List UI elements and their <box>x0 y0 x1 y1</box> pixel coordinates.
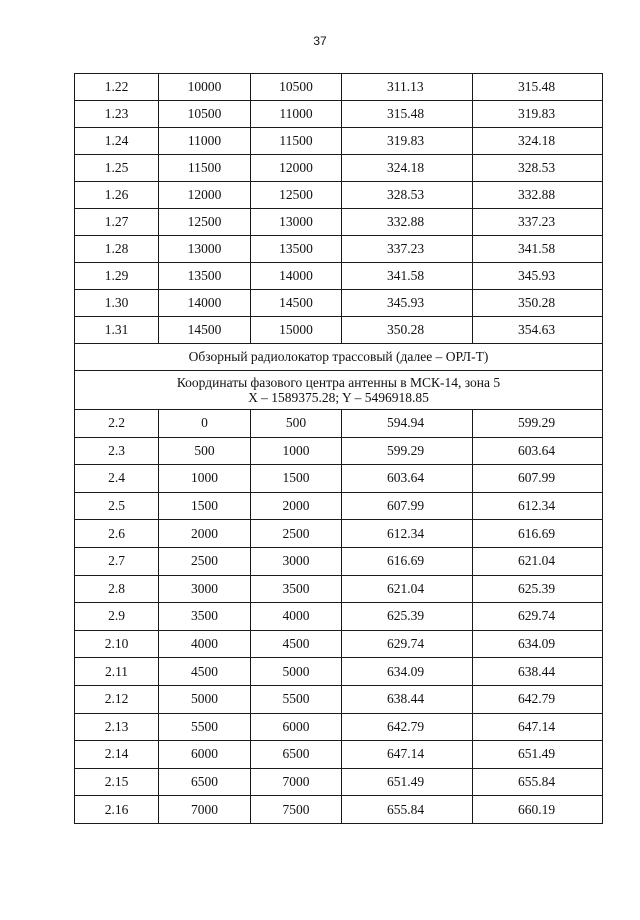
table-cell: 607.99 <box>342 492 473 520</box>
table-cell: 2.2 <box>75 410 159 438</box>
table-cell: 2500 <box>159 547 251 575</box>
table-cell: 638.44 <box>342 685 473 713</box>
table-cell: 2.15 <box>75 768 159 796</box>
table-cell: 642.79 <box>473 685 603 713</box>
table-cell: 2.6 <box>75 520 159 548</box>
table-cell: 647.14 <box>473 713 603 741</box>
table-cell: 2.3 <box>75 437 159 465</box>
table-row <box>75 290 603 317</box>
table-cell: 2000 <box>159 520 251 548</box>
table-cell: 311.13 <box>342 74 473 101</box>
table-cell: 14500 <box>159 317 251 344</box>
table-row <box>75 101 603 128</box>
table-cell: 1.24 <box>75 128 159 155</box>
table-cell: 594.94 <box>342 410 473 438</box>
table-cell: 647.14 <box>342 741 473 769</box>
table-cell: 616.69 <box>473 520 603 548</box>
table-cell: 2.13 <box>75 713 159 741</box>
table-row <box>75 209 603 236</box>
table-cell: 6500 <box>251 741 342 769</box>
table-cell: 1.27 <box>75 209 159 236</box>
table-row <box>75 658 603 686</box>
table-cell: 2.4 <box>75 465 159 493</box>
table-cell: 10000 <box>159 74 251 101</box>
table-row <box>75 741 603 769</box>
table-cell: 11000 <box>159 128 251 155</box>
table-row <box>75 74 603 101</box>
table-cell: 7500 <box>251 796 342 824</box>
table-cell: 638.44 <box>473 658 603 686</box>
table-cell: 634.09 <box>473 630 603 658</box>
coordinates-line-2: X – 1589375.28; Y – 5496918.85 <box>248 390 429 405</box>
table-cell: 607.99 <box>473 465 603 493</box>
table-cell: 1.30 <box>75 290 159 317</box>
antenna-coordinates <box>75 371 603 410</box>
table-cell: 2.11 <box>75 658 159 686</box>
table-section-2-header <box>75 344 603 410</box>
table-cell: 1.22 <box>75 74 159 101</box>
table-section-2 <box>75 410 603 824</box>
table-cell: 500 <box>159 437 251 465</box>
table-cell: 10500 <box>251 74 342 101</box>
table-cell: 4000 <box>159 630 251 658</box>
table-section-1 <box>75 74 603 344</box>
table-row <box>75 768 603 796</box>
table-cell: 621.04 <box>473 547 603 575</box>
table-cell: 7000 <box>159 796 251 824</box>
table-cell: 13500 <box>251 236 342 263</box>
table-cell: 629.74 <box>473 603 603 631</box>
table-cell: 621.04 <box>342 575 473 603</box>
table-cell: 14000 <box>159 290 251 317</box>
table-cell: 14500 <box>251 290 342 317</box>
table-cell: 12500 <box>159 209 251 236</box>
table-cell: 642.79 <box>342 713 473 741</box>
table-cell: 5000 <box>251 658 342 686</box>
table-cell: 12500 <box>251 182 342 209</box>
table-cell: 2.12 <box>75 685 159 713</box>
table-cell: 629.74 <box>342 630 473 658</box>
table-cell: 625.39 <box>473 575 603 603</box>
table-cell: 6500 <box>159 768 251 796</box>
table-cell: 332.88 <box>342 209 473 236</box>
table-cell: 350.28 <box>473 290 603 317</box>
table-cell: 324.18 <box>473 128 603 155</box>
table-cell: 315.48 <box>473 74 603 101</box>
table-cell: 5500 <box>251 685 342 713</box>
table-cell: 11000 <box>251 101 342 128</box>
table-cell: 15000 <box>251 317 342 344</box>
table-cell: 2.5 <box>75 492 159 520</box>
table-cell: 328.53 <box>473 155 603 182</box>
table-cell: 1.28 <box>75 236 159 263</box>
table-row <box>75 128 603 155</box>
table-cell: 655.84 <box>473 768 603 796</box>
table-cell: 12000 <box>159 182 251 209</box>
table-cell: 4500 <box>159 658 251 686</box>
table-cell: 2.8 <box>75 575 159 603</box>
table-cell: 1500 <box>159 492 251 520</box>
table-cell: 315.48 <box>342 101 473 128</box>
table-row <box>75 465 603 493</box>
table-cell: 0 <box>159 410 251 438</box>
table-cell: 328.53 <box>342 182 473 209</box>
table-cell: 1.31 <box>75 317 159 344</box>
table-cell: 612.34 <box>473 492 603 520</box>
table-row <box>75 603 603 631</box>
table-row <box>75 317 603 344</box>
table-cell: 337.23 <box>473 209 603 236</box>
table-cell: 1000 <box>159 465 251 493</box>
table-row <box>75 492 603 520</box>
table-cell: 1.29 <box>75 263 159 290</box>
table-cell: 6000 <box>251 713 342 741</box>
table-row <box>75 437 603 465</box>
table-row <box>75 685 603 713</box>
table-cell: 350.28 <box>342 317 473 344</box>
table-cell: 2.7 <box>75 547 159 575</box>
table-cell: 612.34 <box>342 520 473 548</box>
table-cell: 634.09 <box>342 658 473 686</box>
table-row <box>75 236 603 263</box>
table-cell: 14000 <box>251 263 342 290</box>
table-cell: 12000 <box>251 155 342 182</box>
table-cell: 5500 <box>159 713 251 741</box>
coordinates-line-1: Координаты фазового центра антенны в МСК-14, зона 5 <box>176 375 501 390</box>
table-row <box>75 547 603 575</box>
table-cell: 2.14 <box>75 741 159 769</box>
table-cell: 11500 <box>159 155 251 182</box>
table-cell: 4000 <box>251 603 342 631</box>
table-cell: 3500 <box>251 575 342 603</box>
table-cell: 3500 <box>159 603 251 631</box>
data-table <box>74 73 603 824</box>
table-cell: 625.39 <box>342 603 473 631</box>
table-cell: 616.69 <box>342 547 473 575</box>
table-cell: 500 <box>251 410 342 438</box>
table-row <box>75 713 603 741</box>
table-row <box>75 796 603 824</box>
section-title: Обзорный радиолокатор трассовый (далее – ОРЛ-Т) <box>75 344 603 371</box>
table-cell: 13000 <box>159 236 251 263</box>
table-cell: 13000 <box>251 209 342 236</box>
table-cell: 603.64 <box>342 465 473 493</box>
table-row <box>75 520 603 548</box>
table-cell: 655.84 <box>342 796 473 824</box>
page-number: 37 <box>313 34 327 48</box>
table-cell: 11500 <box>251 128 342 155</box>
table-row <box>75 182 603 209</box>
table-cell: 2.10 <box>75 630 159 658</box>
table-cell: 341.58 <box>473 236 603 263</box>
table-cell: 660.19 <box>473 796 603 824</box>
table-cell: 1500 <box>251 465 342 493</box>
table-cell: 4500 <box>251 630 342 658</box>
table-cell: 2.16 <box>75 796 159 824</box>
table-cell: 3000 <box>159 575 251 603</box>
table-cell: 2000 <box>251 492 342 520</box>
table-cell: 324.18 <box>342 155 473 182</box>
table-cell: 651.49 <box>342 768 473 796</box>
table-cell: 2500 <box>251 520 342 548</box>
table-cell: 345.93 <box>473 263 603 290</box>
table-cell: 7000 <box>251 768 342 796</box>
table-cell: 6000 <box>159 741 251 769</box>
table-cell: 1000 <box>251 437 342 465</box>
table-cell: 3000 <box>251 547 342 575</box>
table-cell: 603.64 <box>473 437 603 465</box>
table-cell: 337.23 <box>342 236 473 263</box>
table-cell: 319.83 <box>473 101 603 128</box>
table-row <box>75 155 603 182</box>
table-cell: 2.9 <box>75 603 159 631</box>
table-cell: 332.88 <box>473 182 603 209</box>
table-cell: 341.58 <box>342 263 473 290</box>
table-cell: 1.26 <box>75 182 159 209</box>
table-cell: 1.25 <box>75 155 159 182</box>
table-row <box>75 575 603 603</box>
table-cell: 319.83 <box>342 128 473 155</box>
table-cell: 1.23 <box>75 101 159 128</box>
table-cell: 599.29 <box>342 437 473 465</box>
table-cell: 13500 <box>159 263 251 290</box>
table-cell: 5000 <box>159 685 251 713</box>
table-row <box>75 410 603 438</box>
table-row <box>75 630 603 658</box>
table-row <box>75 263 603 290</box>
table-cell: 651.49 <box>473 741 603 769</box>
table-cell: 10500 <box>159 101 251 128</box>
table-cell: 354.63 <box>473 317 603 344</box>
table-cell: 345.93 <box>342 290 473 317</box>
table-cell: 599.29 <box>473 410 603 438</box>
